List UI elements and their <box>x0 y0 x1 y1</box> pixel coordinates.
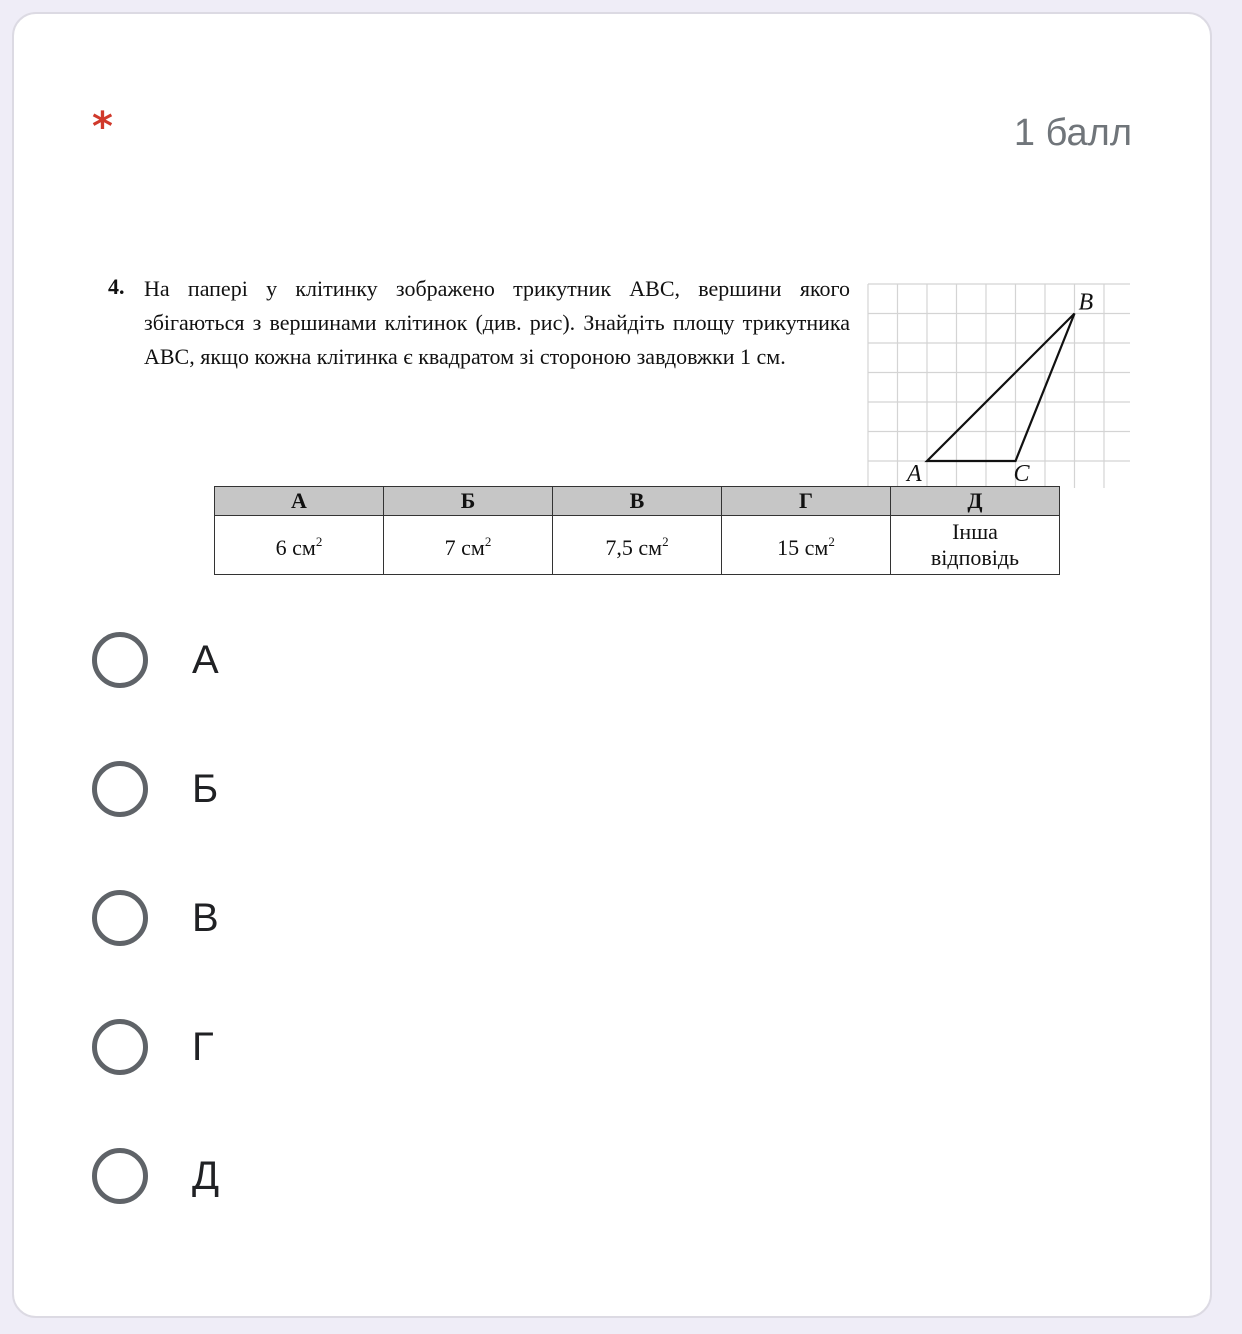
answer-value <box>891 516 1060 575</box>
option-b[interactable] <box>92 755 218 823</box>
problem-number: 4. <box>108 274 125 299</box>
points-label: 1 балл <box>1013 112 1132 154</box>
answer-value-exponent: 2 <box>828 534 835 549</box>
radio-button[interactable] <box>92 1148 148 1204</box>
answer-value-text: 15 см <box>777 535 829 560</box>
problem-image <box>102 266 1134 578</box>
question-card <box>12 12 1212 1318</box>
answer-header: Д <box>891 487 1060 516</box>
answer-table-value-row <box>215 516 1060 575</box>
option-label[interactable]: Г <box>192 1024 214 1069</box>
radio-button[interactable] <box>92 761 148 817</box>
answer-header: Г <box>722 487 891 516</box>
vertex-label-a: A <box>907 461 922 487</box>
answer-value-exponent: 2 <box>484 534 492 549</box>
answer-value <box>384 516 553 575</box>
option-label[interactable]: А <box>192 637 219 682</box>
vertex-label-b: B <box>1078 289 1094 316</box>
answer-value <box>722 516 891 575</box>
problem-text: На папері у клітинку зображено трикутник ABC, вершини якого збігаються з вершинами клітинок (див. рис). Знайдіть площу трикутника ABC, якщо кожна клітинка є квадратом зі стороною завдовжки 1 см. <box>144 276 850 369</box>
triangle-figure <box>866 282 1130 488</box>
answer-value-line1: Інша <box>952 519 998 544</box>
answer-value-text: 7,5 см <box>605 535 663 560</box>
answer-value <box>215 516 384 575</box>
required-asterisk: * <box>92 104 113 150</box>
option-v[interactable] <box>92 884 219 952</box>
radio-button[interactable] <box>92 1019 148 1075</box>
answer-value-line2: відповідь <box>930 545 1020 570</box>
answer-value-text: 7 см <box>444 535 485 560</box>
answer-value-exponent: 2 <box>315 534 323 549</box>
option-label[interactable]: В <box>192 895 219 940</box>
answer-header: В <box>553 487 722 516</box>
radio-button[interactable] <box>92 890 148 946</box>
option-d[interactable] <box>92 1142 219 1210</box>
option-g[interactable] <box>92 1013 214 1081</box>
answer-value-text: 6 см <box>275 535 316 560</box>
answer-table-header-row <box>215 487 1060 516</box>
option-label[interactable]: Д <box>192 1153 220 1198</box>
triangle-abc <box>927 314 1075 462</box>
answer-choices-table <box>214 486 1060 575</box>
option-label[interactable]: Б <box>192 766 219 811</box>
vertex-label-c: C <box>1013 461 1030 487</box>
radio-button[interactable] <box>92 632 148 688</box>
answer-header: Б <box>384 487 553 516</box>
answer-header: А <box>215 487 384 516</box>
option-a[interactable] <box>92 626 219 694</box>
answer-value <box>553 516 722 575</box>
answer-value-exponent: 2 <box>662 534 669 549</box>
